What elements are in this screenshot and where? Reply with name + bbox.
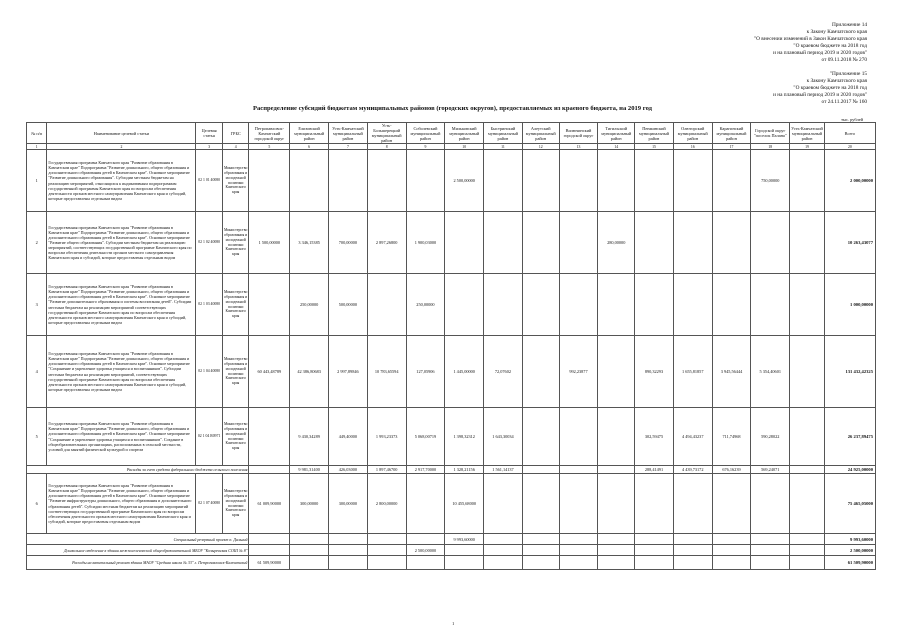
row-value [367,545,406,556]
row-value [635,534,674,545]
column-header: Вилючинский городской округ [559,123,598,144]
row-grbs: Министерство образования и молодежной политики Камчатского края [222,274,249,336]
column-index: 19 [790,144,825,150]
row-grbs: Министерство образования и молодежной политики Камчатского края [222,408,249,466]
table-row [27,474,876,534]
row-total: 24 925,00000 [824,466,875,474]
row-value: 10 783,65594 [367,336,406,408]
row-value [673,545,712,556]
row-value [249,534,290,545]
row-name: Государственная программа Камчатского края "Развитие образования в Камчатском крае" Подпрограмма "Развитие дошкольного, общего образования и дополнительного образования детей в Камчатском крае". Основное мероприятие "Развитие дошкольного образования". Субсидии местным бюджетам на реализацию мероприятий, относящихся к индикативным подпрограммам государственной программы Камчатского края по вопросам обеспечения деятельности органов местного самоуправления Камчатского края и субсидий, которые предоставлены отдельным видом [47,150,196,212]
row-value [522,556,559,570]
row-value [249,274,290,336]
row-value: 1 500,00000 [249,212,290,274]
row-value [790,474,825,534]
appendix-line: "О внесении изменений в Закон Камчатского края [754,36,867,42]
row-value [484,150,523,212]
row-value [522,408,559,466]
row-value [635,545,674,556]
table-row [27,274,876,336]
column-header: Олюторский муниципальный район [673,123,712,144]
row-value [790,408,825,466]
row-number: 1 [27,150,47,212]
row-value [790,545,825,556]
row-value: 5 354,40601 [751,336,790,408]
appendix-line: к Закону Камчатского края [806,78,867,84]
row-value [367,534,406,545]
column-header: Городской округ "поселок Палана" [751,123,790,144]
row-value [712,545,751,556]
column-index: 20 [824,144,875,150]
row-value: 4 439,73172 [673,466,712,474]
row-value [367,274,406,336]
row-value: 1 643,30034 [484,408,523,466]
column-header: Усть-Большерецкий муниципальный район [367,123,406,144]
column-index: 12 [522,144,559,150]
row-value [751,534,790,545]
row-value: 3 945,56444 [712,336,751,408]
row-value: 72,07602 [484,336,523,408]
row-number: 2 [27,212,47,274]
row-value [559,545,598,556]
column-header: Елизовский муниципальный район [290,123,329,144]
row-value: 5 068,00719 [406,408,445,466]
row-total: 9 993,60000 [824,534,875,545]
row-value: 426,03000 [329,466,368,474]
row-value [329,534,368,545]
row-total: 131 432,42325 [824,336,875,408]
row-value: 700,00000 [329,212,368,274]
row-number: 4 [27,336,47,408]
row-value [559,150,598,212]
row-value [522,545,559,556]
row-value: 1 655,81857 [673,336,712,408]
row-value [790,274,825,336]
appendix-line: "Приложение 15 [829,71,867,77]
column-header: Всего [824,123,875,144]
row-value: 1 328,21156 [445,466,484,474]
row-value: 1 445,00000 [445,336,484,408]
column-index: 17 [712,144,751,150]
row-value [673,474,712,534]
row-value: 4 494,43237 [673,408,712,466]
row-value [484,212,523,274]
row-value [406,534,445,545]
row-value [635,274,674,336]
row-value [712,534,751,545]
row-value: 61 509,90000 [249,556,290,570]
row-value: 1 900,03000 [406,212,445,274]
row-value [751,556,790,570]
row-note: Дошкольное отделение в здании межпоселенческой общеобразовательной МБОУ "Козыревская СОШ № 8" [27,545,249,556]
row-value: 9 430,34289 [290,408,329,466]
row-value [673,150,712,212]
appendix-top [754,22,867,64]
appendix-line: "О краевом бюджете на 2018 год [793,43,867,49]
row-value [406,556,445,570]
column-index: 16 [673,144,712,150]
row-value [712,150,751,212]
row-value: 2 500,00000 [406,545,445,556]
row-value [445,556,484,570]
row-value [249,466,290,474]
column-header: ГРБС [222,123,249,144]
row-note: Расходы на капитальный ремонт здания МАОУ "Средняя школа № 33" г. Петропавловск-Камчатский [27,556,249,570]
row-value [559,408,598,466]
row-value [329,545,368,556]
column-index: 7 [329,144,368,150]
row-value: 992,23877 [559,336,598,408]
row-value [290,545,329,556]
row-value: 890,32293 [635,336,674,408]
row-value: 10 455,68000 [445,474,484,534]
document-title: Распределение субсидий бюджетам муниципальных районов (городских округов), предоставляемых из краевого бюджета, на 2019 год [252,105,653,112]
column-index: 13 [559,144,598,150]
row-value [751,474,790,534]
row-value [712,212,751,274]
table-row [27,212,876,274]
row-code: 02 1 07 40080 [196,474,223,534]
row-value [598,545,635,556]
row-value [522,466,559,474]
row-value: 9 993,60000 [445,534,484,545]
column-header: Быстринский муниципальный район [484,123,523,144]
row-value: 250,00000 [406,274,445,336]
row-value: 300,00000 [329,474,368,534]
appendix-line: к Закону Камчатского края [806,29,867,35]
row-value [367,150,406,212]
row-value: 569,24071 [751,466,790,474]
row-value [751,545,790,556]
row-grbs: Министерство образования и молодежной политики Камчатского края [222,150,249,212]
row-value [673,274,712,336]
row-value [559,274,598,336]
row-value [484,274,523,336]
row-value [673,534,712,545]
column-header: Усть-Камчатский муниципальный район [329,123,368,144]
row-value: 1 993,23373 [367,408,406,466]
column-index: 2 [47,144,196,150]
column-header: Мильковский муниципальный район [445,123,484,144]
appendix-line: Приложение 14 [831,22,867,28]
row-value [445,274,484,336]
row-value [790,466,825,474]
row-grbs: Министерство образования и молодежной политики Камчатского края [222,336,249,408]
row-value: 61 009,90000 [249,474,290,534]
row-note: Специальный резервный проект п. Дальний [27,534,249,545]
row-value [790,556,825,570]
row-name: Государственная программа Камчатского края "Развитие образования в Камчатском крае" Подпрограмма "Развитие дошкольного, общего образования и дополнительного образования детей в Камчатском крае". Основное мероприятие "Развитие дополнительного образования и системы воспитания детей". Субсидии местным бюджетам на реализацию мероприятий соответствующих государственной программе Камчатского края по вопросам обеспечения деятельности органов местного самоуправления Камчатского края и субсидий, которые предоставлены отдельным видом [47,274,196,336]
row-value [635,150,674,212]
row-value [249,408,290,466]
row-code: 02 1 03 40080 [196,274,223,336]
table-row [27,556,876,570]
appendix-line: и на плановый период 2019 и 2020 годов" [773,92,867,98]
row-value [484,545,523,556]
column-index: 5 [249,144,290,150]
row-value: 127,05906 [406,336,445,408]
row-value [598,408,635,466]
row-value [522,274,559,336]
row-number: 6 [27,474,47,534]
row-note: Расходы за счет средств федерального бюджета сельского поселения [27,466,249,474]
row-value: 2 800,00000 [367,474,406,534]
column-index: 11 [484,144,523,150]
appendix-line: "О краевом бюджете на 2018 год [793,85,867,91]
row-value [635,212,674,274]
row-value: 2 997,89846 [329,336,368,408]
row-value [367,556,406,570]
table-row [27,545,876,556]
row-value: 1 561,14137 [484,466,523,474]
row-value [249,150,290,212]
row-value: 2 500,00000 [445,150,484,212]
row-value [712,474,751,534]
row-value [598,556,635,570]
row-value [598,274,635,336]
row-value [559,474,598,534]
row-value [445,212,484,274]
column-index: 1 [27,144,47,150]
subsidy-table [26,122,876,570]
row-value: 9 981,31400 [290,466,329,474]
table-row [27,408,876,466]
table-row [27,150,876,212]
row-value [559,556,598,570]
row-value: 500,00000 [329,274,368,336]
row-code: 02 1 04 R0971 [196,408,223,466]
row-value [329,150,368,212]
row-value [406,474,445,534]
row-value [790,534,825,545]
row-value [559,466,598,474]
row-value [598,474,635,534]
row-value [522,336,559,408]
row-total: 1 000,00000 [824,274,875,336]
row-value [598,150,635,212]
row-value: 300,00000 [290,474,329,534]
column-header: Целевая статья [196,123,223,144]
row-grbs: Министерство образования и молодежной политики Камчатского края [222,474,249,534]
row-value [790,212,825,274]
row-value [445,545,484,556]
table-row [27,336,876,408]
row-value [712,274,751,336]
row-value [790,336,825,408]
row-number: 3 [27,274,47,336]
row-value [598,534,635,545]
row-value: 676,16239 [712,466,751,474]
row-value: 449,40000 [329,408,368,466]
row-value [598,336,635,408]
units-label: тыс. рублей [841,117,863,122]
row-value: 3 346,15385 [290,212,329,274]
row-value [751,212,790,274]
row-name: Государственная программа Камчатского края "Развитие образования в Камчатском крае" Подпрограмма "Развитие дошкольного, общего образования и дополнительного образования детей в Камчатском крае". Основное мероприятие "Развитие инфраструктуры дошкольного, общего образования и дополнительного образования детей". Субсидии местным бюджетам на реализацию мероприятий соответствующих государственной программе Камчатского края по вопросам обеспечения деятельности органов местного самоуправления Камчатского края и субсидий, которые предоставлены отдельным видом [47,474,196,534]
row-value [559,212,598,274]
row-value: 750,00000 [751,150,790,212]
column-header: Усть-Камчатский муниципальный район [790,123,825,144]
row-value: 42 386,80683 [290,336,329,408]
row-value [484,474,523,534]
row-value [290,556,329,570]
row-value [484,534,523,545]
row-value: 288,41491 [635,466,674,474]
column-index: 4 [222,144,249,150]
row-value: 590,28022 [751,408,790,466]
row-total: 10 263,43077 [824,212,875,274]
row-code: 02 1 01 40080 [196,150,223,212]
column-header: Пенжинский муниципальный район [635,123,674,144]
column-header: Карагинский муниципальный район [712,123,751,144]
row-value: 1 398,32312 [445,408,484,466]
row-value [712,556,751,570]
page-number: 1 [452,621,455,626]
row-value [290,150,329,212]
column-header: Наименование целевой статьи [47,123,196,144]
column-index: 3 [196,144,223,150]
row-code: 02 1 02 40080 [196,212,223,274]
row-value [673,212,712,274]
row-value [598,466,635,474]
column-index: 14 [598,144,635,150]
row-value: 1 897,46700 [367,466,406,474]
row-value [329,556,368,570]
row-value [522,534,559,545]
row-value: 2 917,70000 [406,466,445,474]
row-name: Государственная программа Камчатского края "Развитие образования в Камчатском крае" Подпрограмма "Развитие дошкольного, общего образования и дополнительного образования детей в Камчатском крае". Основное мероприятие "Сохранение и укрепление здоровья учащихся и воспитанников". Субсидии местным бюджетам на реализацию мероприятий, соответствующих государственной программе Камчатского края по вопросам обеспечения деятельности органов местного самоуправления Камчатского края и субсидий, которые предоставлены отдельным видом [47,336,196,408]
row-name: Государственная программа Камчатского края "Развитие образования в Камчатском крае" Подпрограмма "Развитие дошкольного, общего образования и дополнительного образования детей в Камчатском крае". Основное мероприятие "Развитие общего образования". Субсидии местным бюджетам на реализацию мероприятий, соответствующих государственной программе Камчатского края по вопросам обеспечения деятельности органов местного самоуправления Камчатского края и субсидий, которые предоставлены отдельным видом [47,212,196,274]
row-value [559,534,598,545]
row-value [635,556,674,570]
row-value [522,474,559,534]
row-total: 61 509,90000 [824,556,875,570]
column-index: 8 [367,144,406,150]
row-code: 02 1 04 40080 [196,336,223,408]
column-header: Петропавловск-Камчатский городской округ [249,123,290,144]
row-value [406,150,445,212]
row-value [249,545,290,556]
appendix-bottom [773,71,867,106]
row-value [673,556,712,570]
row-total: 2 500,00000 [824,545,875,556]
row-value [522,150,559,212]
row-total: 75 465,05000 [824,474,875,534]
row-value: 250,00000 [290,274,329,336]
row-value: 280,00000 [598,212,635,274]
row-value [751,274,790,336]
row-name: Государственная программа Камчатского края "Развитие образования в Камчатском крае" Подпрограмма "Развитие дошкольного, общего образования и дополнительного образования детей в Камчатском крае". Основное мероприятие "Сохранение и укрепление здоровья учащихся и воспитанников". Создание в общеобразовательных организациях, расположенных в сельской местности, условий для занятий физической культурой и спортом [47,408,196,466]
row-value: 2 897,26800 [367,212,406,274]
column-header: Алеутский муниципальный район [522,123,559,144]
row-value [290,534,329,545]
row-total: 2 000,00000 [824,150,875,212]
row-value [790,150,825,212]
appendix-line: от 09.11.2018 № 270 [821,57,867,63]
appendix-line: от 24.11.2017 № 160 [821,99,867,105]
column-index: 10 [445,144,484,150]
row-number: 5 [27,408,47,466]
header-row [27,123,876,144]
row-value [484,556,523,570]
column-index: 18 [751,144,790,150]
row-value: 711,74968 [712,408,751,466]
appendix-line: и на плановый период 2019 и 2020 годов" [773,50,867,56]
row-value: 302,59475 [635,408,674,466]
row-value: 60 443,48789 [249,336,290,408]
column-header: Соболевский муниципальный район [406,123,445,144]
row-total: 26 237,89475 [824,408,875,466]
column-index: 9 [406,144,445,150]
table-row [27,466,876,474]
row-value [522,212,559,274]
row-grbs: Министерство образования и молодежной политики Камчатского края [222,212,249,274]
column-index: 6 [290,144,329,150]
row-value [635,474,674,534]
column-index: 15 [635,144,674,150]
table-row [27,534,876,545]
column-header: № п/п [27,123,47,144]
column-header: Тигильский муниципальный район [598,123,635,144]
